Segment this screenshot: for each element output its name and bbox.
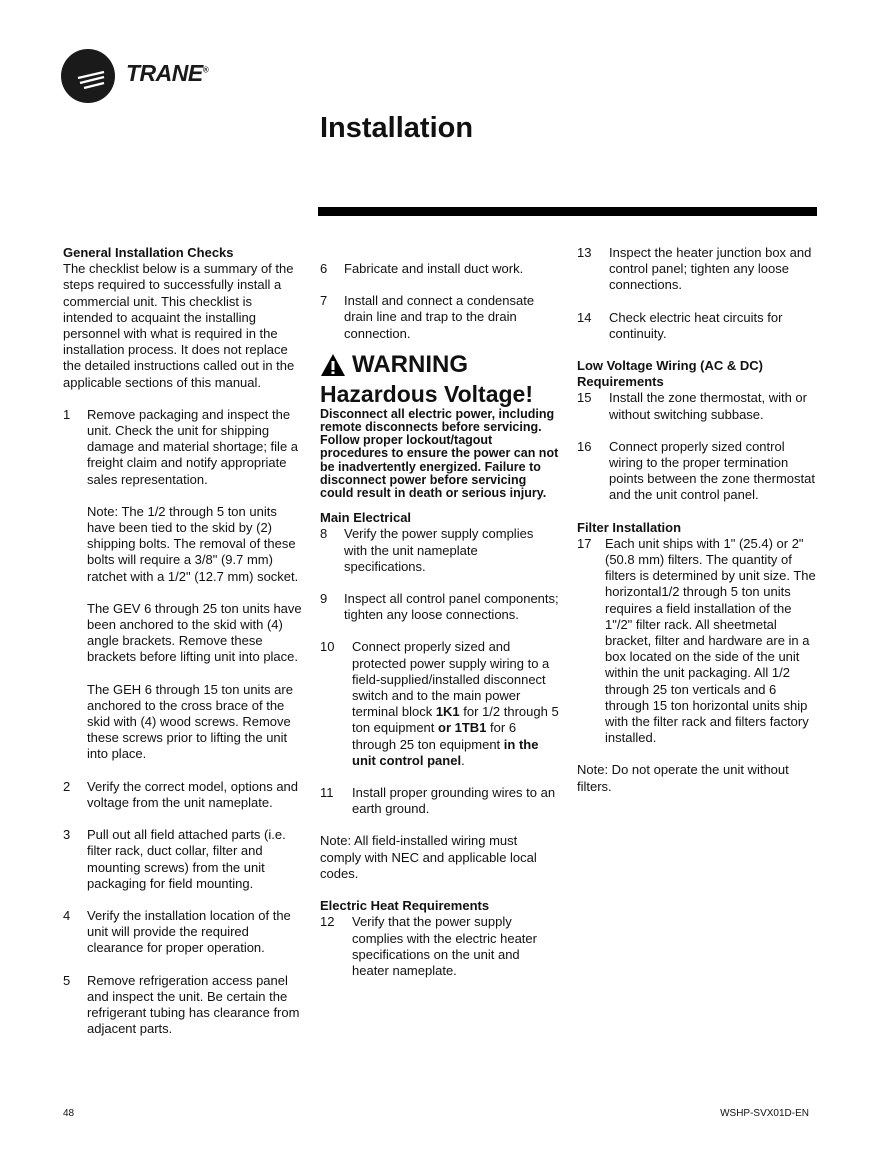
warning-body: Disconnect all electric power, including remote disconnects before servicing. Follow proper lockout/tagout procedures to ensure the power can not be inadvertently energized. Failure to disconnect power before servicing could result in death or serious injury.	[320, 406, 559, 501]
column-2	[320, 245, 560, 979]
section-heading-low-voltage: Low Voltage Wiring (AC & DC) Requirements	[577, 358, 763, 390]
list-item: 17 Each unit ships with 1" (25.4) or 2" (50.8 mm) filters. The quantity of filters is determined by unit size. The horizontal1/2 through 5 ton units requires a field installation of the 1"/2" filter rack. All sheetmetal bracket, filter and hardware are in a box located on the side of the unit within the unit packaging. All 1/2 through 25 ton verticals and 6 through 15 ton horizontal units ship with the filter rack and filters factory installed.	[577, 535, 816, 746]
section-heading-electric-heat: Electric Heat Requirements	[320, 898, 490, 914]
note-gev-brackets: The GEV 6 through 25 ton units have been anchored to the skid with (4) angle brackets. Remove these brackets before lifting unit into place.	[87, 600, 302, 665]
column-1	[63, 245, 303, 1037]
section-heading-general: General Installation Checks	[63, 245, 234, 260]
list-item: 16 Connect properly sized control wiring to the proper termination points between the zone thermostat and the unit control panel.	[577, 438, 815, 503]
list-item: 11 Install proper grounding wires to an earth ground.	[320, 785, 556, 817]
note-wiring: Note: All field-installed wiring must comply with NEC and applicable local codes.	[320, 833, 537, 881]
page-title: Installation	[320, 112, 474, 144]
list-item: 12 Verify that the power supply complies with the electric heater specifications on the unit and heater nameplate.	[320, 914, 537, 978]
page-number: 48	[63, 1108, 75, 1119]
list-item: 9 Inspect all control panel components; tighten any loose connections.	[320, 591, 559, 623]
list-item: 6 Fabricate and install duct work.	[320, 261, 524, 276]
brand-name: TRANE®	[126, 60, 209, 86]
note-shipping-bolts: Note: The 1/2 through 5 ton units have been tied to the skid by (2) shipping bolts. The removal of these bolts will require a 3/8" (9.7 mm) ratchet with a 1/2" (12.7 mm) socket.	[87, 503, 299, 584]
section-heading-filter: Filter Installation	[577, 519, 682, 535]
list-item: 13 Inspect the heater junction box and control panel; tighten any loose connections.	[577, 245, 812, 293]
list-item: 4 Verify the installation location of the unit will provide the required clearance for proper operation.	[63, 907, 291, 956]
note-geh-screws: The GEH 6 through 15 ton units are anchored to the cross brace of the skid with (4) wood screws. Remove these screws prior to lifting the unit into place.	[87, 681, 293, 762]
list-item: 15 Install the zone thermostat, with or without switching subbase.	[577, 390, 807, 422]
list-item: 2 Verify the correct model, options and voltage from the unit nameplate.	[63, 778, 299, 810]
note-filters: Note: Do not operate the unit without filters.	[577, 762, 789, 794]
list-item: 3 Pull out all field attached parts (i.e. filter rack, duct collar, filter and mounting screws) from the unit packaging for field mounting.	[63, 827, 286, 891]
intro-paragraph: The checklist below is a summary of the steps required to successfully install a commercial unit. This checklist is intended to acquaint the installing personnel with what is required in the installation process. It does not replace the detailed instructions called out in the applicable sections of this manual.	[63, 261, 295, 390]
trane-logo-icon	[60, 48, 116, 104]
list-item: 7 Install and connect a condensate drain line and trap to the drain connection.	[320, 293, 535, 341]
column-3	[577, 245, 817, 795]
list-item: 1 Remove packaging and inspect the unit. Check the unit for shipping damage and material shortage; file a freight claim and notify appropriate sales representation.	[63, 406, 299, 487]
list-item: 14 Check electric heat circuits for continuity.	[577, 309, 783, 341]
warning-title: Hazardous Voltage!	[320, 380, 533, 407]
list-item: 5 Remove refrigeration access panel and inspect the unit. Be certain the refrigerant tubing has clearance from adjacent parts.	[63, 972, 300, 1037]
warning-header	[320, 352, 560, 378]
title-rule	[318, 207, 817, 216]
document-code: WSHP-SVX01D-EN	[720, 1108, 809, 1119]
warning-label: WARNING	[352, 350, 468, 378]
section-heading-main-electrical: Main Electrical	[320, 510, 412, 526]
list-item: 10 Connect properly sized and protected power supply wiring to a field-supplied/installed disconnect switch and to the main power terminal block 1K1 for 1/2 through 5 ton equipment or 1TB1 for 6 through 25 ton equipment in the unit control panel.	[320, 639, 559, 768]
warning-triangle-icon	[320, 353, 346, 377]
list-item: 8 Verify the power supply complies with the unit nameplate specifications.	[320, 526, 534, 574]
